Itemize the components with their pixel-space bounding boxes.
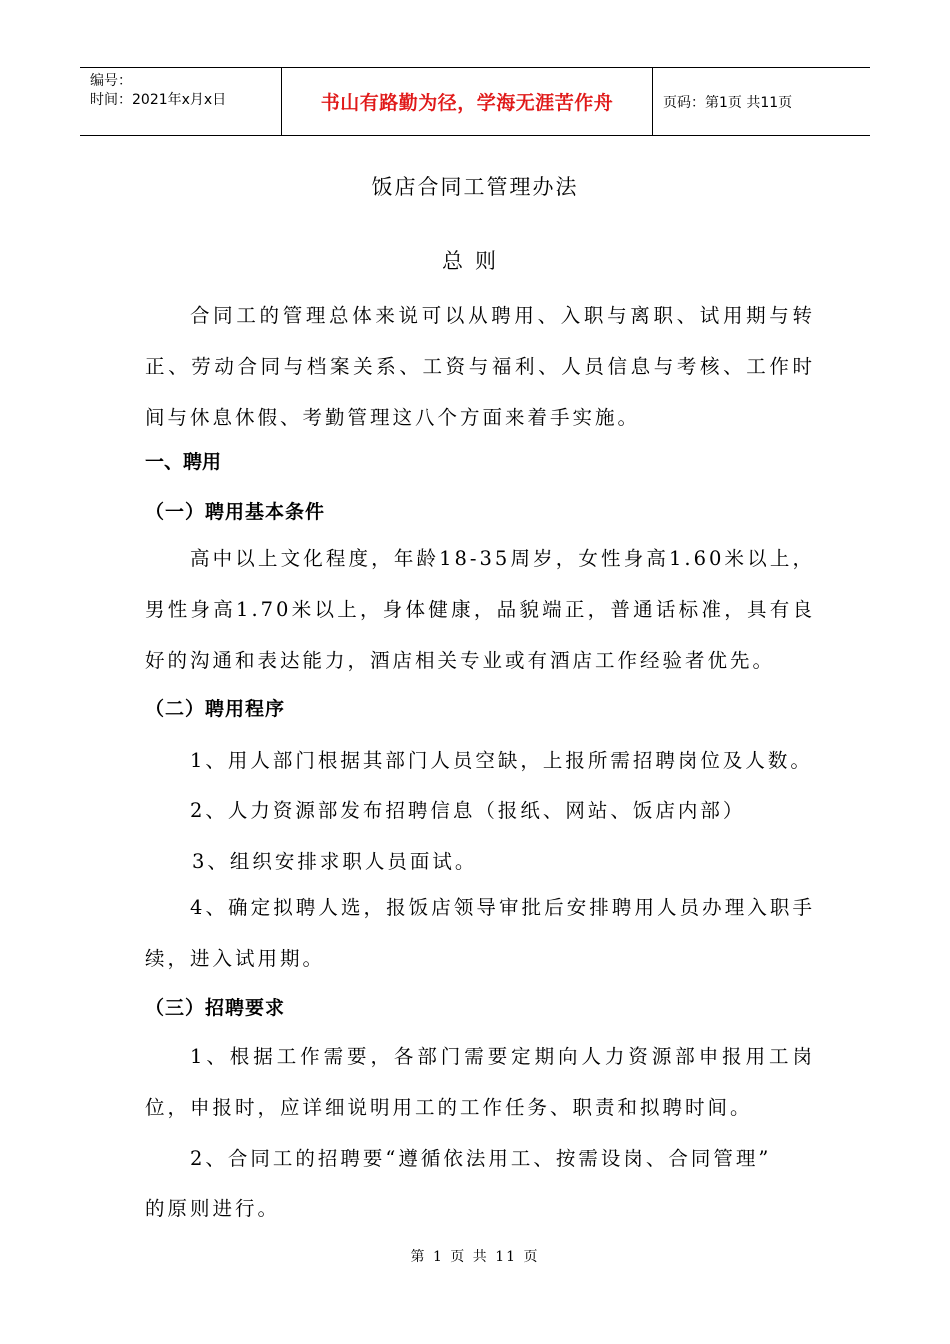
subheading-hiring-procedure: （二）聘用程序 [145,698,286,720]
document-title: 饭店合同工管理办法 [371,175,579,199]
document-time: 时间：2021年x月x日 [90,92,227,108]
procedure-item: 2、人力资源部发布招聘信息（报纸、网站、饭店内部） [190,799,746,822]
general-paragraph: 合同工的管理总体来说可以从聘用、入职与离职、试用期与转正、劳动合同与档案关系、工资与福利、人员信息与考核、工作时间与休息休假、考勤管理这八个方面来着手实施。 [145,304,815,429]
requirement-item: 1、根据工作需要，各部门需要定期向人力资源部申报用工岗位，申报时，应详细说明用工的工作任务、职责和拟聘时间。 [145,1045,815,1119]
document-number-label: 编号： [90,73,132,89]
section-title-general: 总则 [442,249,508,273]
page-footer: 第 1 页 共 11 页 [410,1249,540,1265]
header-motto: 书山有路勤为径，学海无涯苦作舟 [281,68,653,135]
requirement-item-continued: 的原则进行。 [145,1197,281,1220]
subheading-recruitment-requirements: （三）招聘要求 [145,997,286,1019]
document-header [80,67,870,136]
procedure-item: 4、确定拟聘人选，报饭店领导审批后安排聘用人员办理入职手续，进入试用期。 [145,896,815,970]
requirement-item: 2、合同工的招聘要“遵循依法用工、按需设岗、合同管理” [190,1147,772,1170]
procedure-item: 3、组织安排求职人员面试。 [192,850,478,873]
subheading-basic-conditions: （一）聘用基本条件 [145,501,326,523]
conditions-paragraph: 高中以上文化程度，年龄18-35周岁，女性身高1.60米以上，男性身高1.70米以上，身体健康，品貌端正，普通话标准，具有良好的沟通和表达能力，酒店相关专业或有酒店工作经验者优先。 [145,547,815,672]
header-page-info: 页码：第1页 共11页 [663,94,793,111]
header-meta [80,68,281,135]
procedure-item: 1、用人部门根据其部门人员空缺，上报所需招聘岗位及人数。 [190,749,813,772]
chapter-heading-hiring: 一、聘用 [145,451,222,473]
